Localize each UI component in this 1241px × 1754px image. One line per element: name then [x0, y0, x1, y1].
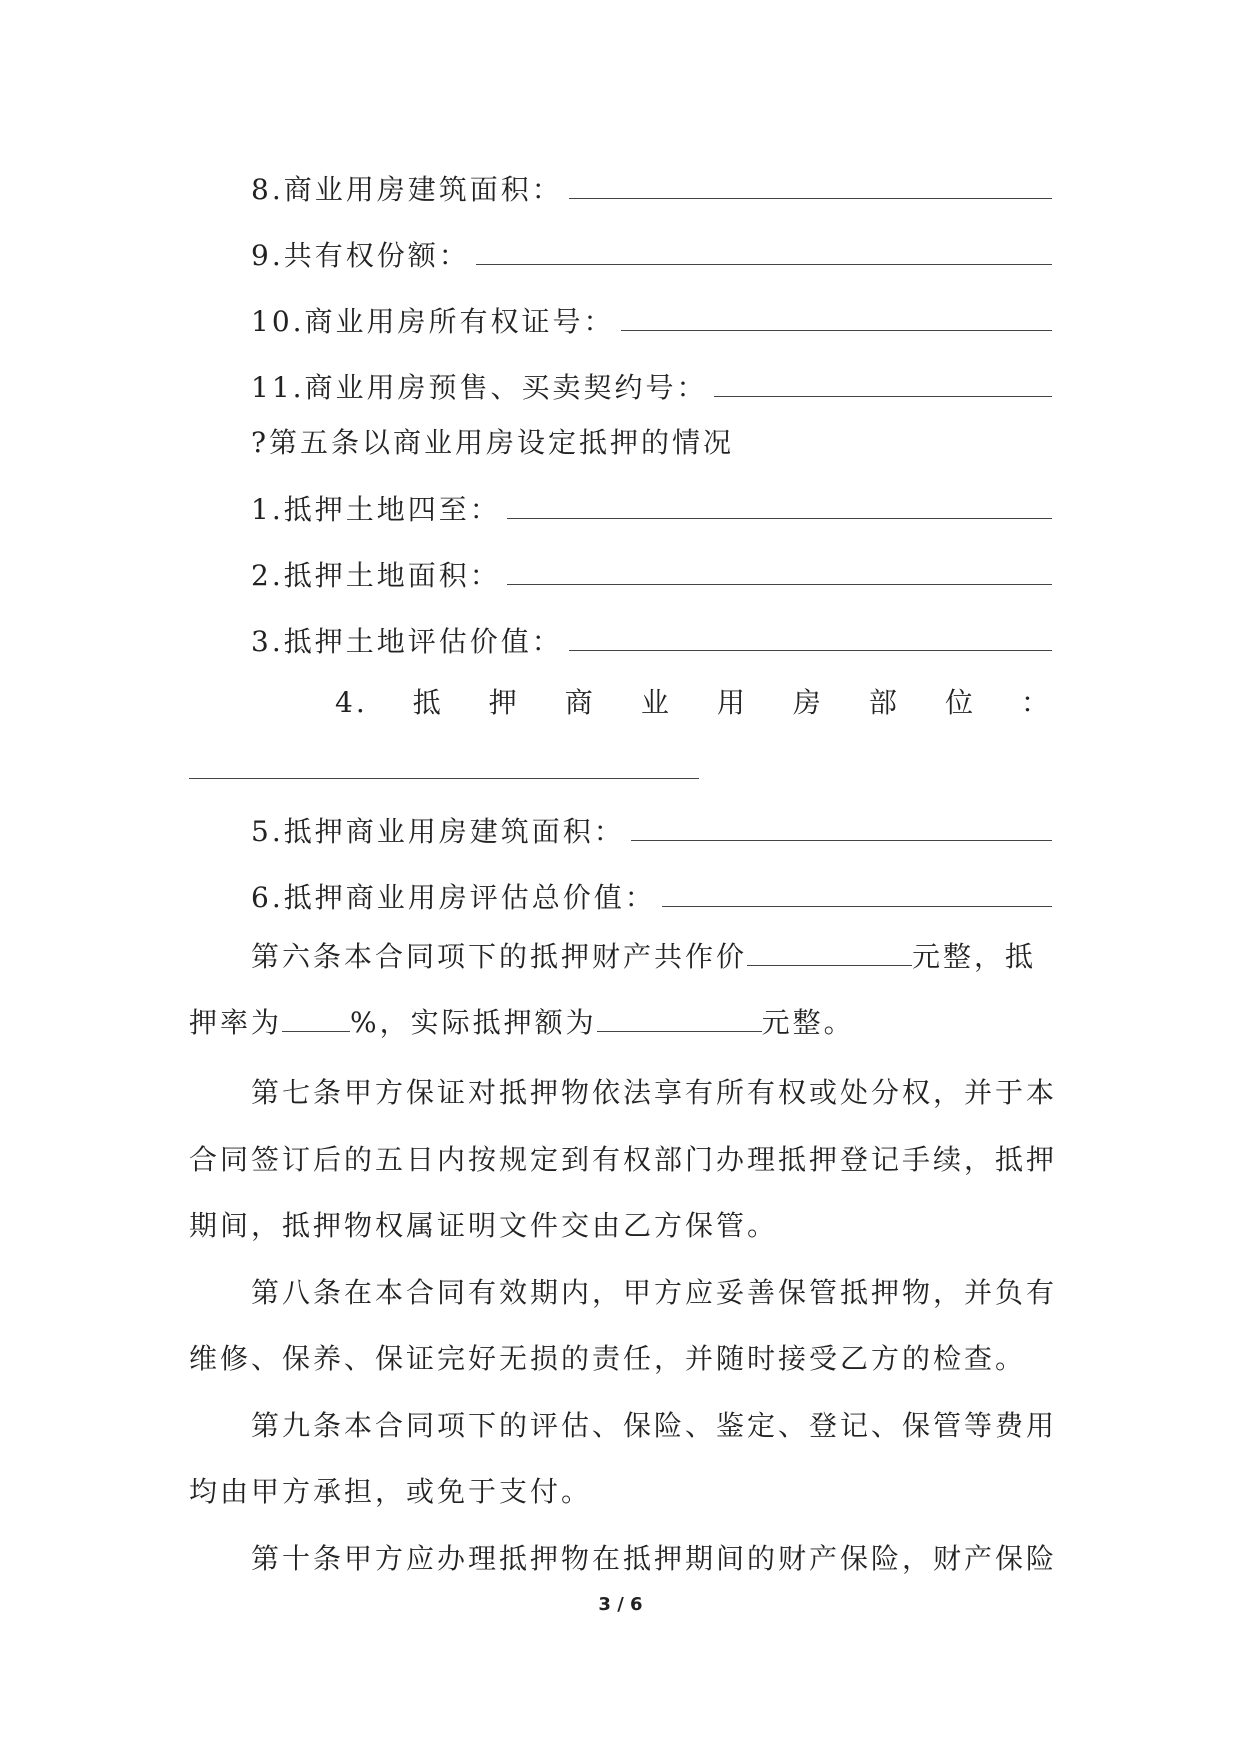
item-label: 10.商业用房所有权证号：	[251, 305, 615, 338]
item-label: 1.抵押土地四至：	[251, 493, 501, 526]
item-8	[251, 170, 1052, 210]
item-4-char: 部	[868, 686, 900, 719]
item-4-char: 商	[564, 686, 596, 719]
item-label: 2.抵押土地面积：	[251, 559, 501, 592]
article-5-item-4	[335, 683, 1052, 723]
item-10	[251, 302, 1052, 342]
blank-line	[282, 1009, 350, 1032]
article-6-text: %，实际抵押额为	[350, 1006, 597, 1039]
item-11	[251, 368, 1052, 408]
blank-line	[621, 308, 1052, 331]
blank-line	[597, 1009, 762, 1032]
blank-line	[507, 496, 1052, 519]
item-4-char: 位	[944, 686, 976, 719]
article-10-line-1: 第十条甲方应办理抵押物在抵押期间的财产保险，财产保险	[251, 1542, 1058, 1575]
article-6-line-1	[251, 937, 1052, 977]
item-4-char: 业	[640, 686, 672, 719]
item-label: 3.抵押土地评估价值：	[251, 625, 563, 658]
article-6-text: 第六条本合同项下的抵押财产共作价	[251, 940, 748, 973]
article-7-line-1: 第七条甲方保证对抵押物依法享有所有权或处分权，并于本	[251, 1076, 1058, 1109]
item-label: 8.商业用房建筑面积：	[251, 173, 563, 206]
item-label: 9.共有权份额：	[251, 239, 470, 272]
article-9-line-2: 均由甲方承担，或免于支付。	[189, 1475, 593, 1508]
blank-line	[747, 943, 912, 966]
article-5-item-2	[251, 556, 1052, 596]
blank-line	[476, 242, 1052, 265]
article-6-text: 元整，抵	[912, 940, 1037, 973]
article-6-text: 元整。	[761, 1006, 855, 1039]
item-label: 5.抵押商业用房建筑面积：	[251, 815, 625, 848]
article-7-line-2: 合同签订后的五日内按规定到有权部门办理抵押登记手续，抵押	[189, 1143, 1058, 1176]
article-5-item-5	[251, 812, 1052, 852]
article-8-line-1: 第八条在本合同有效期内，甲方应妥善保管抵押物，并负有	[251, 1276, 1058, 1309]
article-9-line-1: 第九条本合同项下的评估、保险、鉴定、登记、保管等费用	[251, 1409, 1058, 1442]
article-5-item-3	[251, 622, 1052, 662]
item-label: 6.抵押商业用房评估总价值：	[251, 881, 656, 914]
article-8-line-2: 维修、保养、保证完好无损的责任，并随时接受乙方的检查。	[189, 1342, 1027, 1375]
article-5-title: ?第五条以商业用房设定抵押的情况	[251, 426, 735, 459]
page-number: 3 / 6	[598, 1594, 643, 1615]
item-4-char: 用	[716, 686, 748, 719]
article-5-item-1	[251, 490, 1052, 530]
blank-line	[569, 628, 1052, 651]
blank-line	[714, 374, 1052, 397]
item-9	[251, 236, 1052, 276]
article-6-text: 押率为	[189, 1006, 283, 1039]
item-4-char: 押	[488, 686, 520, 719]
item-4-char: 房	[792, 686, 824, 719]
article-7-line-3: 期间，抵押物权属证明文件交由乙方保管。	[189, 1209, 779, 1242]
blank-line	[507, 562, 1052, 585]
blank-line	[662, 884, 1052, 907]
blank-line	[631, 818, 1052, 841]
item-label: 11.商业用房预售、买卖契约号：	[251, 371, 708, 404]
article-5-item-6	[251, 878, 1052, 918]
article-6-line-2	[189, 1003, 1052, 1043]
item-4-char: ：	[1020, 686, 1052, 719]
item-4-char: 4.	[335, 686, 368, 719]
blank-line	[569, 176, 1052, 199]
blank-line	[189, 778, 699, 779]
item-4-char: 抵	[412, 686, 444, 719]
